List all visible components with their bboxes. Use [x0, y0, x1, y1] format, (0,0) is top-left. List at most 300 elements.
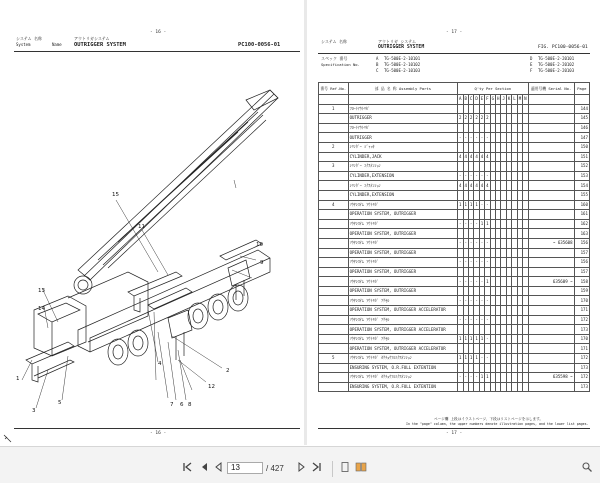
description-cell: CYLINDER,JACK [348, 152, 458, 162]
callout-5: 5 [58, 400, 62, 406]
qty-cell: - [463, 238, 468, 248]
serial-cell [528, 123, 574, 133]
qty-letter: F [485, 95, 490, 105]
table-row [319, 306, 590, 316]
serial-cell [528, 382, 574, 392]
description-cell: CYLINDER,EXTENSION [348, 171, 458, 181]
callout-11: 11 [138, 224, 145, 230]
qty-cell: 4 [474, 181, 479, 191]
spec-code-e: E [530, 62, 533, 67]
qty-letter: D [474, 95, 479, 105]
ref-no-cell [319, 306, 349, 316]
qty-cell: 2 [479, 114, 484, 124]
qty-letter: K [506, 95, 511, 105]
description-cell: ﾌﾛｰﾄｱｳﾄﾘｶﾞ [348, 104, 458, 114]
right-header-rule [318, 53, 590, 54]
page-cell: 153 [574, 171, 589, 181]
qty-cell: - [485, 354, 490, 364]
serial-cell [528, 200, 574, 210]
blank-cell [528, 95, 574, 105]
serial-cell [528, 133, 574, 143]
previous-page-outline-button[interactable] [212, 461, 226, 475]
ref-no-cell [319, 258, 349, 268]
first-page-button[interactable] [180, 461, 194, 475]
description-cell: OPERATION SYSTEM, OUTRIGGER ACCELERATOR [348, 344, 458, 354]
page-cell: 172 [574, 354, 589, 364]
qty-cell: 1 [485, 277, 490, 287]
qty-cell: - [458, 258, 463, 268]
ref-no-cell [319, 277, 349, 287]
description-cell: OPERATION SYSTEM, OUTRIGGER [348, 229, 458, 239]
left-system-name-jp: アウトリガシステム [74, 36, 110, 41]
qty-letter: H [496, 95, 501, 105]
qty-cell: 1 [468, 200, 473, 210]
qty-cell: 2 [474, 114, 479, 124]
qty-cell: 2 [485, 114, 490, 124]
page-cell: 160 [574, 200, 589, 210]
page-cell: 173 [574, 325, 589, 335]
description-cell: OPERATION SYSTEM, OUTRIGGER [348, 248, 458, 258]
qty-cell: 4 [468, 152, 473, 162]
qty-cell: 2 [458, 114, 463, 124]
qty-cell: - [468, 133, 473, 143]
ref-no-cell [319, 382, 349, 392]
qty-cell: - [485, 171, 490, 181]
qty-cell: - [463, 277, 468, 287]
qty-cell: - [474, 296, 479, 306]
description-cell: ｿｳｻｼｽﾃﾑ ｱｳﾄﾘｶﾞ [348, 219, 458, 229]
table-row [319, 210, 590, 220]
serial-cell [528, 171, 574, 181]
left-system-name: OUTRIGGER SYSTEM [74, 42, 126, 48]
ref-no-cell [319, 114, 349, 124]
page-cell: 144 [574, 104, 589, 114]
qty-cell: 1 [458, 200, 463, 210]
ref-no-cell [319, 219, 349, 229]
right-page-number: - 17 - [446, 30, 463, 35]
qty-cell: - [458, 315, 463, 325]
callout-15: 15 [112, 192, 119, 198]
description-cell: OPERATION SYSTEM, OUTRIGGER [348, 267, 458, 277]
qty-cell: 1 [458, 334, 463, 344]
ref-no-cell: 3 [319, 162, 349, 172]
spec-model-d: TG-500E-2-20101 [538, 56, 575, 61]
serial-cell [528, 286, 574, 296]
qty-cell: - [485, 334, 490, 344]
left-name-label: Name [52, 42, 62, 47]
table-row [319, 152, 590, 162]
right-fig-number: FIG. PC100-0056-01 [538, 45, 588, 50]
page-cell: 172 [574, 315, 589, 325]
serial-cell [528, 363, 574, 373]
description-cell: OPERATION SYSTEM, OUTRIGGER ACCELERATOR [348, 306, 458, 316]
two-page-view-button[interactable] [354, 461, 368, 475]
left-system-label-jp: システム 名称 [16, 36, 43, 41]
qty-cell: - [479, 296, 484, 306]
qty-letter: A [458, 95, 463, 105]
qty-cell: 1 [463, 334, 468, 344]
serial-cell [528, 248, 574, 258]
description-cell: ｿｳｻｼｽﾃﾑ ｱｳﾄﾘｶﾞ [348, 238, 458, 248]
table-row [319, 248, 590, 258]
serial-cell [528, 344, 574, 354]
qty-cell: - [479, 277, 484, 287]
qty-cell: - [458, 171, 463, 181]
ref-no-cell [319, 286, 349, 296]
qty-cell: - [468, 277, 473, 287]
serial-cell [528, 258, 574, 268]
page-cell: 146 [574, 123, 589, 133]
description-cell: ｿｳｻｼｽﾃﾑ ｱｳﾄﾘｶﾞ [348, 200, 458, 210]
left-header-rule [14, 51, 300, 52]
crane-wheels [108, 285, 248, 365]
page-cell: 173 [574, 363, 589, 373]
description-cell: OUTRIGGER [348, 133, 458, 143]
qty-cell: - [479, 171, 484, 181]
serial-cell [528, 104, 574, 114]
ref-no-cell [319, 315, 349, 325]
table-row [319, 133, 590, 143]
qty-cell: 4 [479, 181, 484, 191]
description-cell: ﾌﾛｰﾄｱｳﾄﾘｶﾞ [348, 123, 458, 133]
serial-cell [528, 162, 574, 172]
ref-no-cell [319, 344, 349, 354]
qty-cell: 1 [474, 200, 479, 210]
ref-no-cell [319, 133, 349, 143]
table-row [319, 258, 590, 268]
blank-cell [319, 95, 349, 105]
ref-no-cell [319, 334, 349, 344]
ref-no-cell: 5 [319, 354, 349, 364]
right-system-name-jp: アウトリガ システム [378, 39, 416, 44]
ref-no-cell [319, 171, 349, 181]
qty-cell: 4 [474, 152, 479, 162]
qty-cell: - [463, 296, 468, 306]
description-cell: ｿｳｻｼｽﾃﾑ ｱｳﾄﾘｶﾞ ｶｸﾁｮｳﾌﾙｴｸｽﾃﾝｼｮﾝ [348, 373, 458, 383]
spec-model-f: TG-500E-2-20103 [538, 68, 575, 73]
callout-3: 3 [32, 408, 36, 414]
serial-cell [528, 152, 574, 162]
table-row [319, 238, 590, 248]
table-row [319, 162, 590, 172]
qty-cell: 1 [463, 354, 468, 364]
qty-cell: - [468, 373, 473, 383]
table-row [319, 142, 590, 152]
qty-cell: 2 [463, 114, 468, 124]
description-cell: ｿｳｻｼｽﾃﾑ ｱｳﾄﾘｶﾞ [348, 258, 458, 268]
qty-cell: 4 [458, 181, 463, 191]
page-cell: 172 [574, 373, 589, 383]
parts-list-table [318, 82, 590, 392]
spec-model-c: TG-500E-2-10103 [384, 68, 421, 73]
page-cell: 157 [574, 248, 589, 258]
qty-cell: - [479, 315, 484, 325]
page-cell: 170 [574, 296, 589, 306]
qty-cell: - [458, 238, 463, 248]
table-row [319, 277, 590, 287]
ref-no-cell [319, 229, 349, 239]
qty-cell: - [463, 133, 468, 143]
page-cell: 152 [574, 162, 589, 172]
qty-cell: - [479, 258, 484, 268]
toolbar-separator [332, 461, 333, 477]
ref-no-cell [319, 181, 349, 191]
spec-code-f: F [530, 68, 533, 73]
qty-cell: - [474, 133, 479, 143]
table-row [319, 315, 590, 325]
page-cell: 173 [574, 382, 589, 392]
col-description: 部 品 名 称 Assembly Parts [348, 83, 458, 95]
qty-cell: - [479, 238, 484, 248]
serial-cell [528, 190, 574, 200]
qty-cell: - [458, 296, 463, 306]
table-row [319, 334, 590, 344]
spec-model-a: TG-500E-2-10101 [384, 56, 421, 61]
middle-outrigger-beam [128, 272, 182, 296]
qty-letter-row [319, 95, 590, 105]
left-system-label: System [16, 42, 31, 47]
search-icon [581, 461, 593, 473]
footnote-jp: ページ欄 上段はイラストページ、下段はリストページを示します。 [434, 417, 544, 421]
table-row [319, 104, 590, 114]
page-cell: 155 [574, 190, 589, 200]
spec-label: Specification No. [321, 62, 360, 67]
ref-no-cell: 1 [319, 104, 349, 114]
blank-cell [348, 95, 458, 105]
page-cell: 170 [574, 334, 589, 344]
page-cell: 147 [574, 133, 589, 143]
qty-cell: - [474, 238, 479, 248]
qty-cell: - [458, 219, 463, 229]
table-row [319, 267, 590, 277]
last-page-icon [311, 461, 323, 473]
description-cell: OPERATION SYSTEM, OUTRIGGER [348, 210, 458, 220]
right-page-number-bottom: - 17 - [446, 431, 463, 436]
qty-cell: - [485, 200, 490, 210]
single-page-view-button[interactable] [338, 461, 352, 475]
page-number-input[interactable]: 13 [227, 462, 263, 474]
qty-cell: 1 [479, 334, 484, 344]
callout-14: 14 [38, 306, 45, 312]
qty-cell: - [463, 219, 468, 229]
right-system-name: OUTRIGGER SYSTEM [378, 45, 425, 50]
col-serial: 適用号機 Serial No. [528, 83, 574, 95]
qty-cell: - [474, 277, 479, 287]
description-cell: OUTRIGGER [348, 114, 458, 124]
single-page-icon [339, 461, 351, 473]
serial-cell [528, 354, 574, 364]
qty-cell: 4 [479, 152, 484, 162]
qty-cell: - [474, 315, 479, 325]
ref-no-cell: 2 [319, 142, 349, 152]
page-cell: 156 [574, 238, 589, 248]
qty-letter: G [490, 95, 495, 105]
col-quantity: Q'ty Per Section [458, 83, 528, 95]
qty-cell: 4 [463, 181, 468, 191]
qty-cell: 4 [458, 152, 463, 162]
serial-cell: ~ 635608 [528, 238, 574, 248]
description-cell: CYLINDER,EXTENSION [348, 190, 458, 200]
qty-cell: 1 [474, 354, 479, 364]
qty-cell: - [485, 296, 490, 306]
ref-no-cell [319, 190, 349, 200]
qty-letter: J [501, 95, 506, 105]
qty-cell: - [479, 354, 484, 364]
qty-cell: - [479, 200, 484, 210]
previous-page-icon [199, 461, 211, 473]
qty-cell: - [474, 258, 479, 268]
page-total-label: / 427 [266, 464, 284, 473]
qty-cell: - [468, 296, 473, 306]
qty-letter: M [517, 95, 522, 105]
table-row [319, 190, 590, 200]
spec-code-b: B [376, 62, 379, 67]
qty-cell: 1 [468, 354, 473, 364]
qty-cell: - [468, 171, 473, 181]
spec-model-b: TG-500E-2-10102 [384, 62, 421, 67]
serial-cell [528, 229, 574, 239]
callout-13: 13 [38, 288, 45, 294]
table-row [319, 286, 590, 296]
description-cell: ｿｳｻｼｽﾃﾑ ｱｳﾄﾘｶﾞ ｱｸｾﾙ [348, 296, 458, 306]
qty-cell: 1 [485, 219, 490, 229]
qty-cell: 1 [458, 354, 463, 364]
qty-cell: - [468, 258, 473, 268]
qty-letter: N [523, 95, 528, 105]
qty-cell: - [485, 315, 490, 325]
page-cell: 162 [574, 219, 589, 229]
qty-cell: 1 [468, 334, 473, 344]
callout-1: 1 [16, 376, 20, 382]
qty-cell: - [468, 238, 473, 248]
serial-cell [528, 334, 574, 344]
left-fig-number: PC100-0056-01 [238, 42, 281, 48]
col-page: Page [574, 83, 589, 95]
callout-2: 2 [226, 368, 230, 374]
ref-no-cell [319, 238, 349, 248]
left-footer-rule [14, 428, 300, 429]
qty-cell: 1 [463, 200, 468, 210]
search-button[interactable] [580, 461, 594, 475]
table-row [319, 373, 590, 383]
previous-page-button[interactable] [198, 461, 212, 475]
serial-cell [528, 181, 574, 191]
qty-cell: 1 [485, 373, 490, 383]
qty-cell: - [485, 258, 490, 268]
page-cell: 171 [574, 306, 589, 316]
qty-letter: C [468, 95, 473, 105]
serial-cell [528, 296, 574, 306]
ref-no-cell [319, 363, 349, 373]
left-page-number-bottom: - 16 - [150, 431, 167, 436]
qty-letter: L [512, 95, 517, 105]
description-cell: ｿｳｻｼｽﾃﾑ ｱｳﾄﾘｶﾞ [348, 277, 458, 287]
ref-no-cell [319, 296, 349, 306]
footnote-en: In the "page" column, the upper numbers denote illustration pages, and the lower list pages. [406, 422, 589, 426]
callout-9: 9 [260, 260, 264, 266]
description-cell: ENSURING SYSTEM, O.R.FULL EXTENTION [348, 363, 458, 373]
table-row [319, 354, 590, 364]
description-cell: ｿｳｻｼｽﾃﾑ ｱｳﾄﾘｶﾞ ｶｸﾁｮｳﾌﾙｴｸｽﾃﾝｼｮﾝ [348, 354, 458, 364]
qty-cell: - [485, 133, 490, 143]
page-cell: 171 [574, 344, 589, 354]
description-cell: ｿｳｻｼｽﾃﾑ ｱｳﾄﾘｶﾞ ｱｸｾﾙ [348, 334, 458, 344]
spec-code-d: D [530, 56, 533, 61]
page-cell: 154 [574, 181, 589, 191]
description-cell: OPERATION SYSTEM, OUTRIGGER ACCELERATOR [348, 325, 458, 335]
serial-cell [528, 306, 574, 316]
two-page-icon [355, 461, 367, 473]
description-cell: ｼﾘﾝﾀﾞｰ ｴｸｽﾃﾝｼｮﾝ [348, 181, 458, 191]
qty-cell: - [458, 277, 463, 287]
qty-cell: 1 [479, 219, 484, 229]
callout-7: 7 [170, 402, 174, 408]
front-outrigger [26, 342, 74, 364]
table-row [319, 296, 590, 306]
qty-cell: - [463, 171, 468, 181]
serial-cell [528, 315, 574, 325]
description-cell: ｼﾘﾝﾀﾞｰ ｴｸｽﾃﾝｼｮﾝ [348, 162, 458, 172]
serial-cell [528, 142, 574, 152]
page-cell: 157 [574, 267, 589, 277]
qty-cell: - [458, 133, 463, 143]
table-row [319, 181, 590, 191]
callout-12: 12 [208, 384, 215, 390]
qty-cell: - [479, 133, 484, 143]
qty-cell: 4 [468, 181, 473, 191]
qty-cell: 1 [479, 373, 484, 383]
qty-cell: - [458, 373, 463, 383]
ref-no-cell [319, 152, 349, 162]
description-cell: OPERATION SYSTEM, OUTRIGGER [348, 286, 458, 296]
first-page-icon [181, 461, 193, 473]
table-row [319, 114, 590, 124]
right-footer-rule [318, 428, 590, 429]
table-row [319, 171, 590, 181]
serial-cell [528, 114, 574, 124]
qty-cell: - [485, 238, 490, 248]
description-cell: ｼﾘﾝﾀﾞｰ ｼﾞｬｯｷ [348, 142, 458, 152]
next-page-button[interactable] [294, 461, 308, 475]
qty-cell: 2 [468, 114, 473, 124]
page-cell: 158 [574, 277, 589, 287]
table-row [319, 200, 590, 210]
table-row [319, 123, 590, 133]
qty-cell: 1 [474, 334, 479, 344]
qty-cell: - [468, 315, 473, 325]
table-row [319, 219, 590, 229]
page-cell: 159 [574, 286, 589, 296]
qty-letter: E [479, 95, 484, 105]
blank-cell [574, 95, 589, 105]
qty-cell: - [463, 373, 468, 383]
serial-cell: 635609 ~ [528, 277, 574, 287]
qty-cell: 4 [463, 152, 468, 162]
ref-no-cell [319, 325, 349, 335]
previous-outline-icon [213, 461, 225, 473]
callout-8: 8 [188, 402, 192, 408]
serial-cell [528, 325, 574, 335]
callout-6: 6 [180, 402, 184, 408]
table-row [319, 344, 590, 354]
parts-table-header [319, 83, 590, 95]
serial-cell [528, 219, 574, 229]
page-cell: 156 [574, 258, 589, 268]
spec-code-c: C [376, 68, 379, 73]
table-row [319, 382, 590, 392]
last-page-button[interactable] [310, 461, 324, 475]
qty-cell: - [474, 219, 479, 229]
